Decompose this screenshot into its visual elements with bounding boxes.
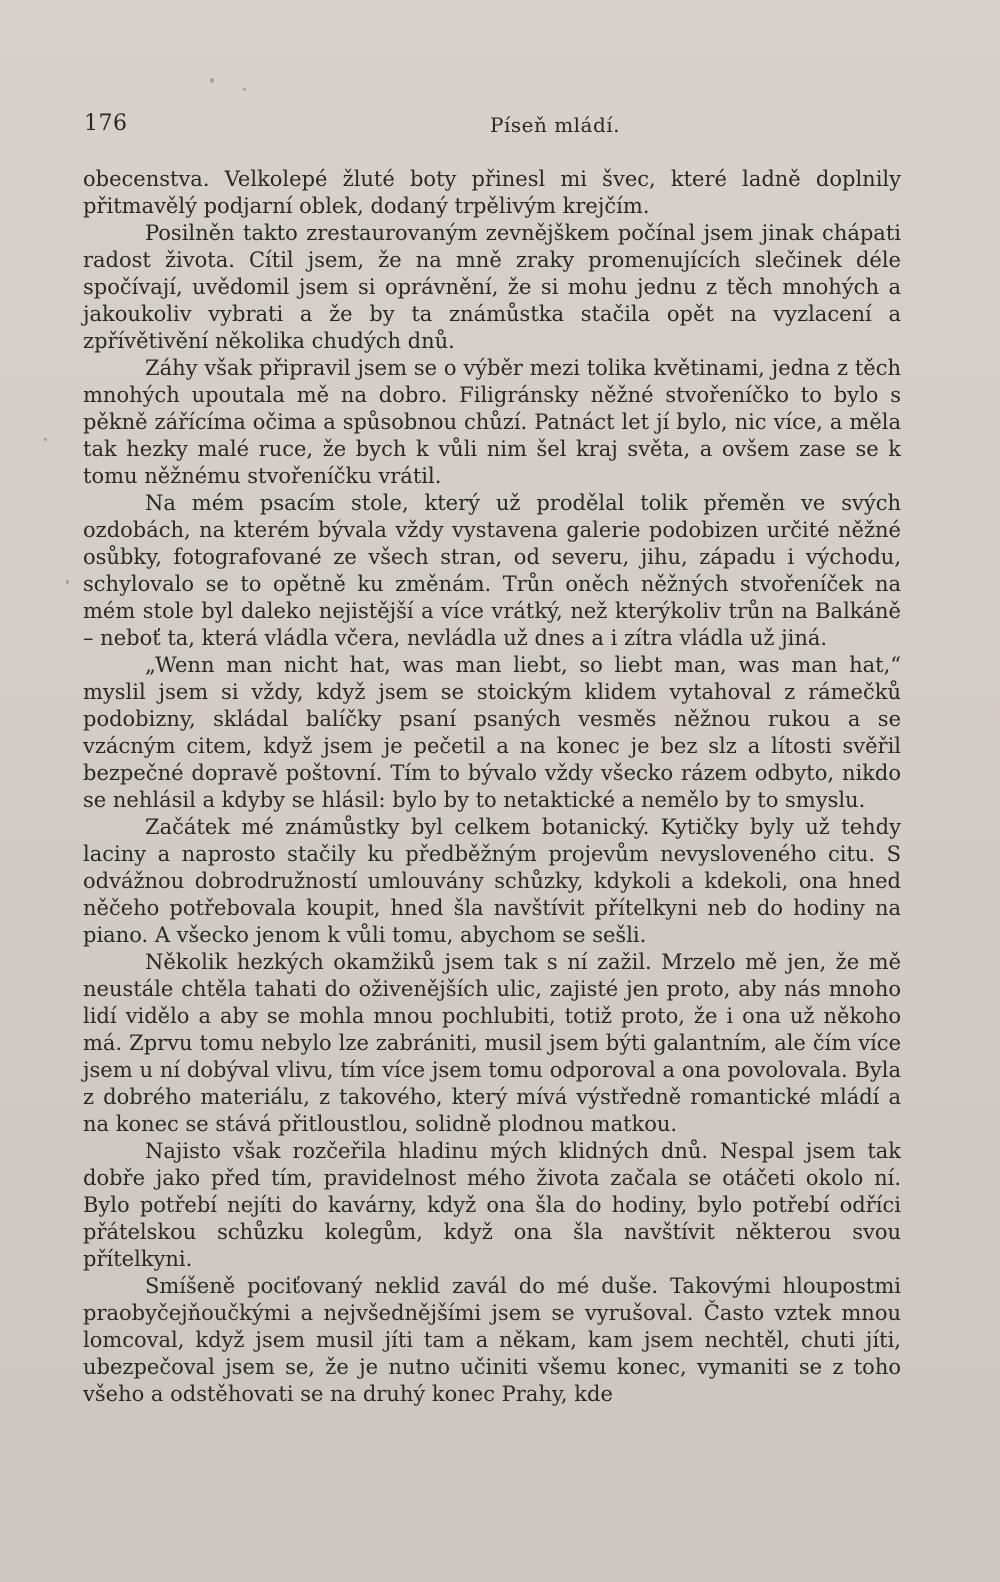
paragraph: Na mém psacím stole, který už prodělal tolik přeměn ve svých ozdobách, na kterém bývala vždy vystavena galerie podobizen určité něžné osůbky, fotografované ze všech stran, od severu, jihu, západu i východu, schylovalo se to opětně ku změnám. Trůn oněch něžných stvořeníček na mém stole byl daleko nejistější a více vrátký, než kterýkoliv trůn na Balkáně – neboť ta, která vládla včera, nevládla už dnes a i zítra vládla už jiná.	[83, 491, 901, 650]
paragraph: Začátek mé známůstky byl celkem botanický. Kytičky byly už tehdy laciny a naprosto stačily ku předběžným projevům nevysloveného citu. S odvážnou dobrodružností umlouvány schůzky, kdykoli a kdekoli, ona hned něčeho potřebovala koupit, hned šla navštívit přítelkyni neb do hodiny na piano. A všecko jenom k vůli tomu, abychom se sešli.	[83, 815, 901, 947]
paragraph: Najisto však rozčeřila hladinu mých klidných dnů. Nespal jsem tak dobře jako před tím, pravidelnost mého života začala se otáčeti okolo ní. Bylo potřebí nejíti do kavárny, když ona šla do hodiny, bylo potřebí odříci přátelskou schůzku kolegům, když ona šla navštívit některou svou přítelkyni.	[83, 1139, 901, 1271]
paragraph: Záhy však připravil jsem se o výběr mezi tolika květinami, jedna z těch mnohých upoutala mě na dobro. Filigránsky něžné stvořeníčko to bylo s pěkně zářícíma očima a spůsobnou chůzí. Patnáct let jí bylo, nic více, a měla tak hezky malé ruce, že bych k vůli nim šel kraj světa, a ovšem zase se k tomu něžnému stvořeníčku vrátil.	[83, 356, 901, 488]
body-text	[83, 166, 901, 1408]
page-speck	[243, 88, 246, 91]
paragraph: Smíšeně pociťovaný neklid zavál do mé duše. Takovými hloupostmi praobyčejňoučkými a nejvšednějšími jsem se vyrušoval. Často vztek mnou lomcoval, když jsem musil jíti tam a někam, kam jsem nechtěl, chuti jíti, ubezpečoval jsem se, že je nutno učiniti všemu konec, vymaniti se z toho všeho a odstěhovati se na druhý konec Prahy, kde	[83, 1274, 901, 1406]
page-speck	[210, 78, 214, 83]
page-speck	[66, 580, 69, 584]
paragraph: Posilněn takto zrestaurovaným zevnějškem počínal jsem jinak chápati radost života. Cítil jsem, že na mně zraky promenujících slečinek déle spočívají, uvědomil jsem si oprávnění, že si mohu jednu z těch mnohých a jakoukoliv vybrati a že by ta známůstka stačila opět na vyzlacení a zpřívětivění několika chudých dnů.	[83, 221, 901, 353]
running-title: Píseň mládí.	[490, 113, 621, 137]
paragraph: „Wenn man nicht hat, was man liebt, so liebt man, was man hat,“ myslil jsem si vždy, když jsem se stoickým klidem vytahoval z rámečků podobizny, skládal balíčky psaní psaných vesměs něžnou rukou a se vzácným citem, když jsem je pečetil a na konec je bez slz a lítosti svěřil bezpečné dopravě poštovní. Tím to bývalo vždy všecko rázem odbyto, nikdo se nehlásil a kdyby se hlásil: bylo by to netaktické a nemělo by to smyslu.	[83, 653, 901, 812]
page-number: 176	[84, 111, 128, 136]
running-head	[84, 111, 900, 145]
paragraph: Několik hezkých okamžiků jsem tak s ní zažil. Mrzelo mě jen, že mě neustále chtěla tahati do oživenějších ulic, zajisté jen proto, aby nás mnoho lidí vidělo a aby se mohla mnou pochlubiti, totiž proto, že i ona už někoho má. Zprvu tomu nebylo lze zabrániti, musil jsem býti galantním, ale čím více jsem u ní dobýval vlivu, tím více jsem tomu odporoval a ona povolovala. Byla z dobrého materiálu, z takového, který mívá výstředně romantické mládí a na konec se stává přitloustlou, solidně plodnou matkou.	[83, 950, 901, 1136]
page-speck	[44, 438, 47, 441]
paragraph: obecenstva. Velkolepé žluté boty přinesl mi švec, které ladně doplnily přitmavělý podjarní oblek, dodaný trpělivým krejčím.	[83, 167, 901, 218]
